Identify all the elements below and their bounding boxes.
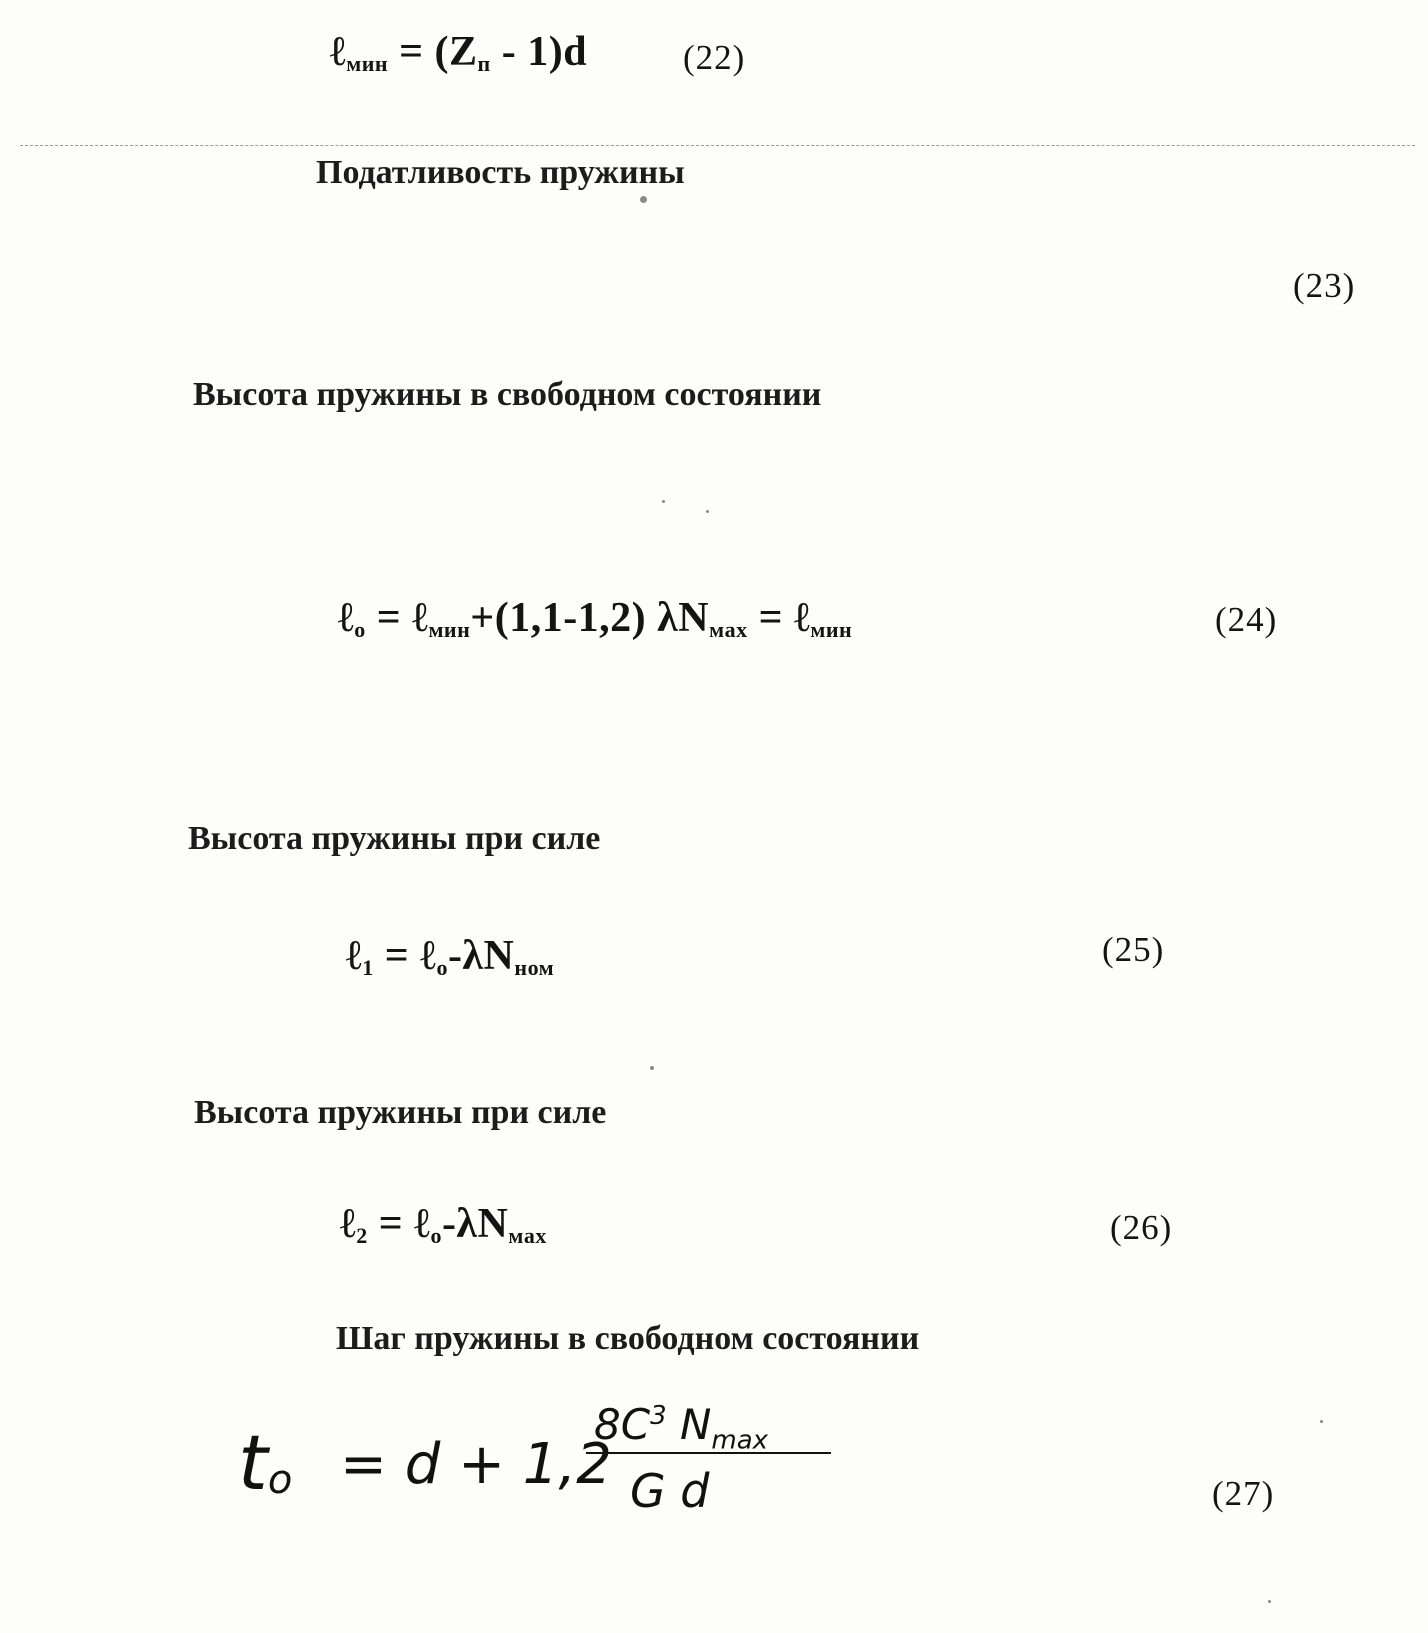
formula-27-numerator-sup: 3 [650, 1401, 667, 1431]
formula-26-part-c: -λN [441, 1201, 509, 1247]
equation-number-25: (25) [1102, 930, 1165, 969]
heading-compliance: Податливость пружины [316, 154, 685, 191]
equation-number-27: (27) [1212, 1474, 1275, 1513]
page-divider [20, 145, 1415, 146]
heading-free-pitch: Шаг пружины в свободном состоянии [336, 1320, 920, 1357]
heading-height-force-1: Высота пружины при силе [188, 820, 601, 857]
formula-26-part-a: ℓ [340, 1201, 357, 1247]
formula-25-part-c: -λN [447, 933, 515, 979]
formula-27-eq: = d + 1,2 [340, 1432, 612, 1497]
equation-number-23: (23) [1293, 266, 1356, 305]
formula-24-part-a: ℓ [338, 595, 355, 641]
formula-24 [338, 594, 852, 643]
scan-speck [706, 510, 709, 513]
formula-22 [330, 28, 587, 77]
formula-22-body-sub: п [477, 51, 491, 76]
formula-24-part-c: +(1,1-1,2) λN [470, 595, 710, 641]
formula-24-part-b: = ℓ [365, 595, 429, 641]
formula-22-body-b: - 1)d [490, 29, 588, 75]
formula-24-part-d: = ℓ [747, 595, 811, 641]
equation-number-24: (24) [1215, 600, 1278, 639]
formula-24-sub-d: мин [810, 617, 853, 642]
formula-27-numerator-tail: N [666, 1400, 712, 1449]
formula-22-body-a: = (Z [388, 29, 478, 75]
scan-speck [662, 500, 665, 503]
formula-27-numerator-main: 8C [594, 1400, 651, 1449]
formula-25-part-a: ℓ [346, 933, 363, 979]
heading-height-force-2: Высота пружины при силе [194, 1094, 607, 1131]
scan-speck [650, 1066, 654, 1070]
formula-27-denominator: G d [630, 1464, 710, 1518]
formula-27-fraction-bar [586, 1452, 831, 1454]
formula-25-sub-c: ном [514, 955, 555, 980]
scan-speck [1268, 1600, 1271, 1603]
formula-24-sub-c: мax [709, 617, 748, 642]
formula-25-sub-a: 1 [362, 955, 374, 980]
formula-25-sub-b: o [436, 955, 448, 980]
equation-number-22: (22) [683, 38, 746, 77]
scan-speck [1320, 1420, 1323, 1423]
formula-27-numerator [594, 1400, 768, 1455]
formula-27 [238, 1418, 292, 1507]
formula-25 [346, 932, 554, 981]
formula-22-lhs-sub: мин [346, 51, 389, 76]
formula-26-sub-a: 2 [356, 1223, 368, 1248]
formula-24-sub-b: мин [428, 617, 471, 642]
formula-22-lhs: ℓ [330, 29, 347, 75]
formula-26-sub-c: мax [508, 1223, 547, 1248]
equation-number-26: (26) [1110, 1208, 1173, 1247]
formula-25-part-b: = ℓ [373, 933, 437, 979]
formula-26-sub-b: o [430, 1223, 442, 1248]
scan-speck [640, 196, 647, 203]
formula-27-numerator-tail-sub: max [711, 1425, 769, 1456]
formula-26 [340, 1200, 547, 1249]
heading-free-height: Высота пружины в свободном состоянии [193, 376, 822, 413]
formula-26-part-b: = ℓ [367, 1201, 431, 1247]
formula-27-lhs: t [238, 1418, 268, 1507]
formula-24-sub-a: o [354, 617, 366, 642]
formula-27-lhs-sub: o [267, 1457, 293, 1503]
